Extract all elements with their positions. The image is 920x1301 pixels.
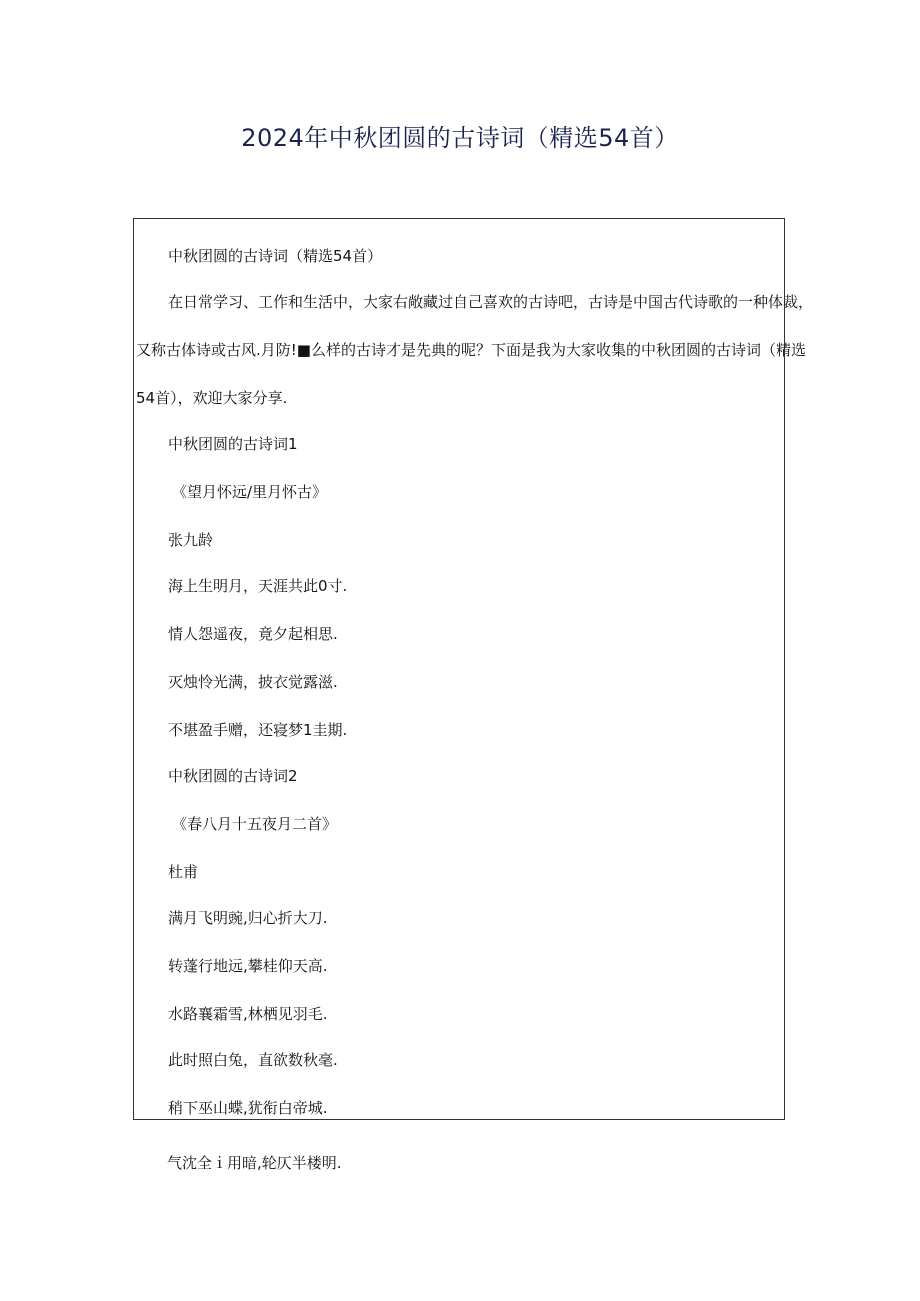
section-heading: 中秋团圆的古诗词（精选54首） — [168, 247, 383, 265]
poem-1-heading: 中秋团圆的古诗词1 — [168, 435, 298, 453]
poem-2-line: 满月飞明豌,归心折大刀. — [168, 909, 328, 927]
intro-line-3: 54首），欢迎大家分享. — [136, 389, 288, 407]
poem-2-heading: 中秋团圆的古诗词2 — [168, 767, 298, 785]
poem-2-line: 水路襄霜雪,林栖见羽毛. — [168, 1005, 328, 1023]
poem-2-line: 此时照白兔，直欲数秋毫. — [168, 1051, 338, 1069]
intro-line-1: 在日常学习、工作和生活中，大家右敞藏过自己喜欢的古诗吧，古诗是中国古代诗歌的一种体裁， — [168, 293, 814, 311]
poem-1-author: 张九龄 — [168, 531, 214, 549]
content-box — [133, 218, 814, 1120]
poem-2-line-outside: 气沈全ｉ用暗,轮仄半楼明. — [167, 1154, 342, 1172]
poem-1-line: 不堪盈手赠，还寝梦1圭期. — [168, 721, 348, 739]
poem-2-title: 《春八月十五夜月二首》 — [172, 815, 338, 833]
poem-1-line: 海上生明月，天涯共此0寸. — [168, 577, 348, 595]
poem-1-line: 情人怨遥夜，竟夕起相思. — [168, 625, 338, 643]
poem-2-author: 杜甫 — [168, 863, 199, 881]
poem-1-title: 《望月怀远/里月怀古》 — [172, 483, 328, 501]
poem-2-line: 转蓬行地远,攀桂仰天高. — [168, 957, 328, 975]
poem-1-line: 灭烛怜光满，披衣觉露滋. — [168, 673, 338, 691]
document-title: 2024年中秋团圆的古诗词（精选54首） — [241, 124, 679, 152]
intro-line-2: 又称古体诗或古风.月防!■么样的古诗才是先典的呢？下面是我为大家收集的中秋团圆的古诗词（精选 — [136, 341, 806, 359]
poem-2-line: 稍下巫山蝶,犹衔白帝城. — [168, 1099, 328, 1117]
